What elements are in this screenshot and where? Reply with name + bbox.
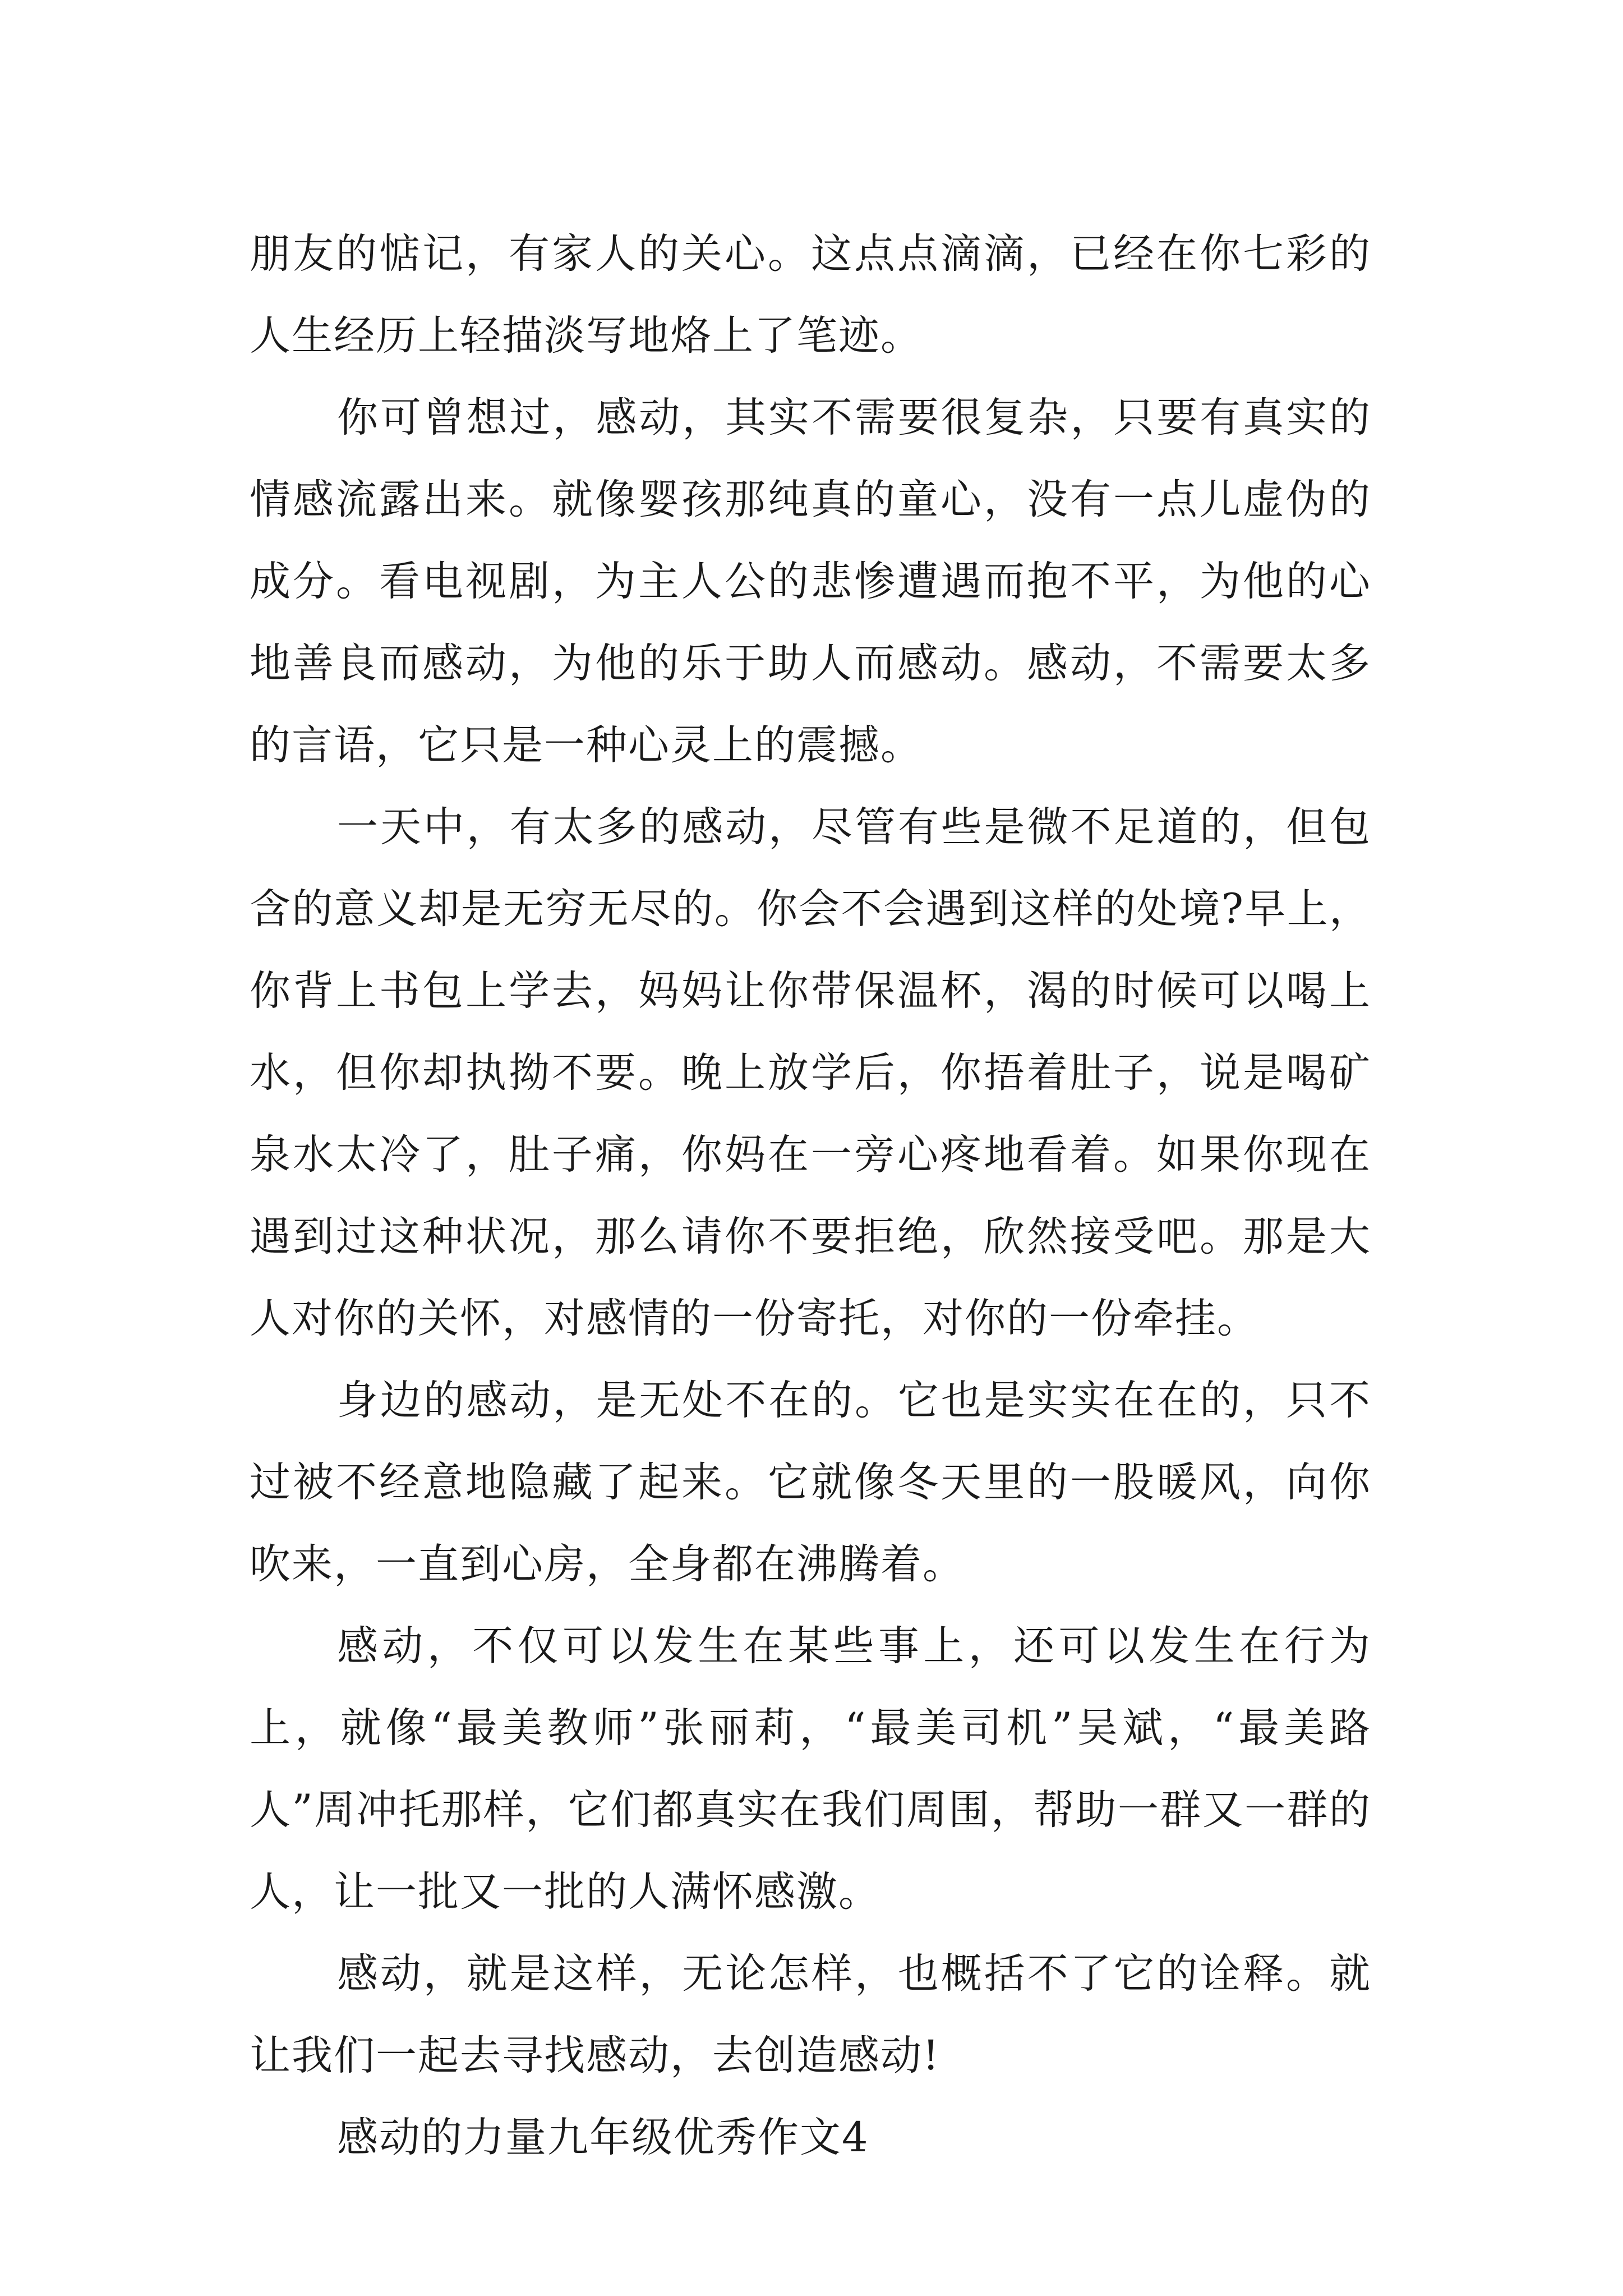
paragraph: 朋友的惦记，有家人的关心。这点点滴滴，已经在你七彩的人生经历上轻描淡写地烙上了笔迹。 bbox=[250, 230, 1371, 360]
section-heading: 感动的力量九年级优秀作文4 bbox=[337, 2114, 869, 2161]
paragraph: 身边的感动，是无处不在的。它也是实实在在的，只不过被不经意地隐藏了起来。它就像冬天里的一股暖风，向你吹来，一直到心房，全身都在沸腾着。 bbox=[250, 1377, 1371, 1588]
paragraph: 一天中，有太多的感动，尽管有些是微不足道的，但包含的意义却是无穷无尽的。你会不会遇到这样的处境?早上，你背上书包上学去，妈妈让你带保温杯，渴的时候可以喝上水，但你却执拗不要。晚上放学后，你捂着肚子，说是喝矿泉水太冷了，肚子痛，你妈在一旁心疼地看着。如果你现在遇到过这种状况，那么请你不要拒绝，欣然接受吧。那是大人对你的关怀，对感情的一份寄托，对你的一份牵挂。 bbox=[250, 803, 1371, 1342]
paragraph: 你可曾想过，感动，其实不需要很复杂，只要有真实的情感流露出来。就像婴孩那纯真的童心，没有一点儿虚伪的成分。看电视剧，为主人公的悲惨遭遇而抱不平，为他的心地善良而感动，为他的乐于助人而感动。感动，不需要太多的言语，它只是一种心灵上的震撼。 bbox=[250, 394, 1371, 769]
paragraph: 感动，不仅可以发生在某些事上，还可以发生在行为上，就像“最美教师”张丽莉，“最美司机”吴斌，“最美路人”周冲托那样，它们都真实在我们周围，帮助一群又一群的人，让一批又一批的人满怀感激。 bbox=[250, 1622, 1371, 1916]
body-text bbox=[250, 213, 1371, 2179]
paragraph: 感动，就是这样，无论怎样，也概括不了它的诠释。就让我们一起去寻找感动，去创造感动! bbox=[250, 1950, 1371, 2079]
